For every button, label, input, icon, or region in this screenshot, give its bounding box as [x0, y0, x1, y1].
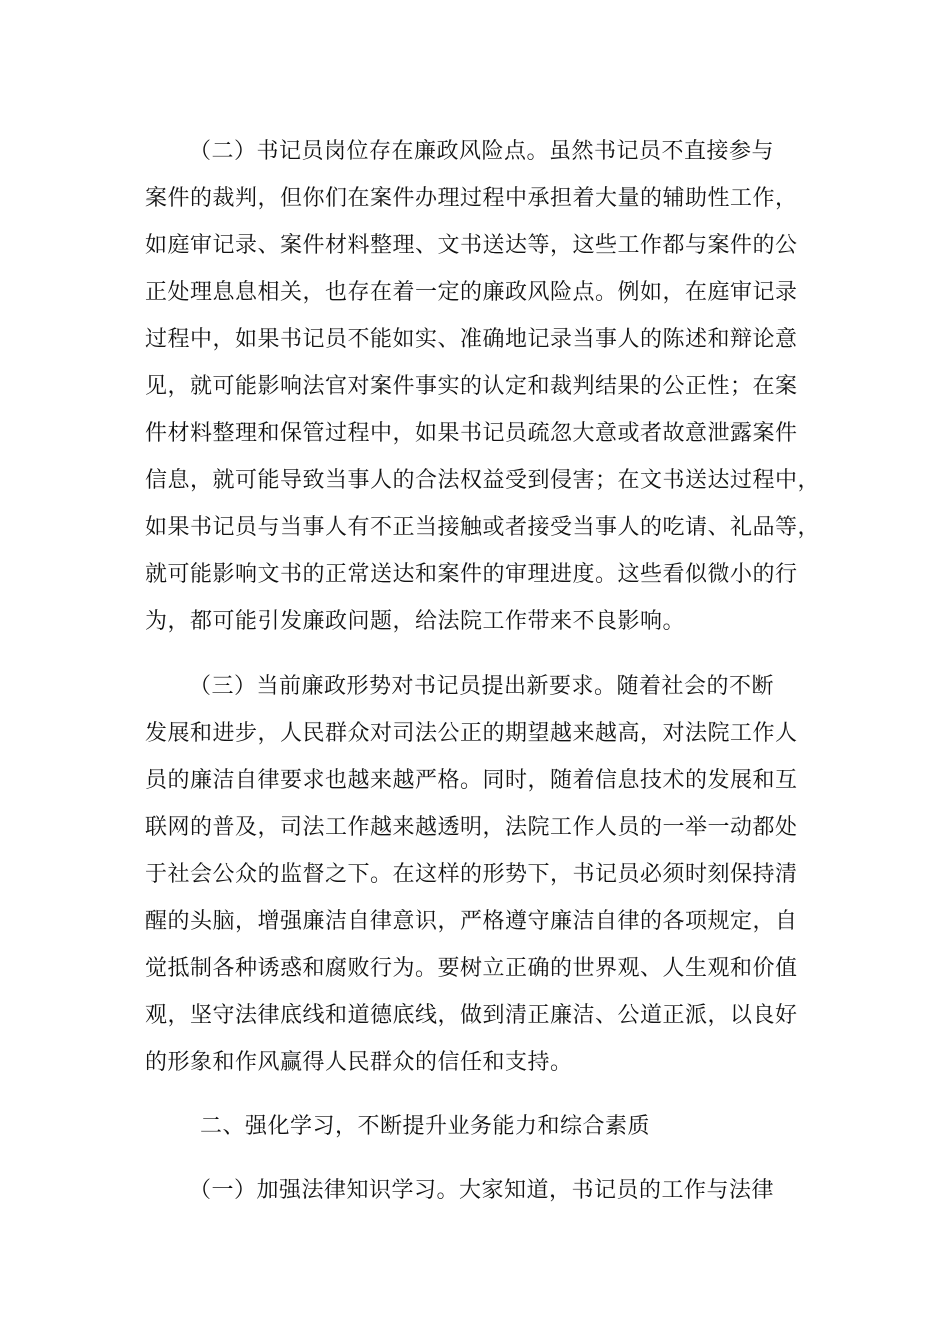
paragraph-3-line-5: 于社会公众的监督之下。在这样的形势下，书记员必须时刻保持清	[145, 862, 798, 887]
paragraph-2-line-1: （二）书记员岗位存在廉政风险点。虽然书记员不直接参与	[189, 139, 775, 164]
paragraph-2-line-10: 就可能影响文书的正常送达和案件的审理进度。这些看似微小的行	[145, 562, 798, 587]
paragraph-3-line-6: 醒的头脑，增强廉洁自律意识，严格遵守廉洁自律的各项规定，自	[145, 909, 798, 934]
paragraph-3-line-1: （三）当前廉政形势对书记员提出新要求。随着社会的不断	[189, 674, 775, 699]
paragraph-3-line-9: 的形象和作风赢得人民群众的信任和支持。	[145, 1050, 573, 1075]
paragraph-3-line-3: 员的廉洁自律要求也越来越严格。同时，随着信息技术的发展和互	[145, 768, 798, 793]
paragraph-2-line-6: 见，就可能影响法官对案件事实的认定和裁判结果的公正性；在案	[145, 374, 798, 399]
paragraph-2-line-3: 如庭审记录、案件材料整理、文书送达等，这些工作都与案件的公	[145, 233, 798, 258]
paragraph-3-line-2: 发展和进步，人民群众对司法公正的期望越来越高，对法院工作人	[145, 721, 798, 746]
paragraph-2-line-5: 过程中，如果书记员不能如实、准确地记录当事人的陈述和辩论意	[145, 327, 798, 352]
paragraph-2-line-9: 如果书记员与当事人有不正当接触或者接受当事人的吃请、礼品等，	[145, 515, 821, 540]
paragraph-2-line-4: 正处理息息相关，也存在着一定的廉政风险点。例如，在庭审记录	[145, 280, 798, 305]
paragraph-2-line-2: 案件的裁判，但你们在案件办理过程中承担着大量的辅助性工作，	[145, 186, 798, 211]
paragraph-2-line-11: 为，都可能引发廉政问题，给法院工作带来不良影响。	[145, 609, 686, 634]
paragraph-2-line-8: 信息，就可能导致当事人的合法权益受到侵害；在文书送达过程中，	[145, 468, 821, 493]
paragraph-2-line-7: 件材料整理和保管过程中，如果书记员疏忽大意或者故意泄露案件	[145, 421, 798, 446]
paragraph-3-line-7: 觉抵制各种诱惑和腐败行为。要树立正确的世界观、人生观和价值	[145, 956, 798, 981]
paragraph-4-line-1: （一）加强法律知识学习。大家知道，书记员的工作与法律	[189, 1178, 775, 1203]
section-heading-2: 二、强化学习，不断提升业务能力和综合素质	[200, 1114, 651, 1139]
paragraph-3-line-4: 联网的普及，司法工作越来越透明，法院工作人员的一举一动都处	[145, 815, 798, 840]
paragraph-3-line-8: 观，坚守法律底线和道德底线，做到清正廉洁、公道正派，以良好	[145, 1003, 798, 1028]
